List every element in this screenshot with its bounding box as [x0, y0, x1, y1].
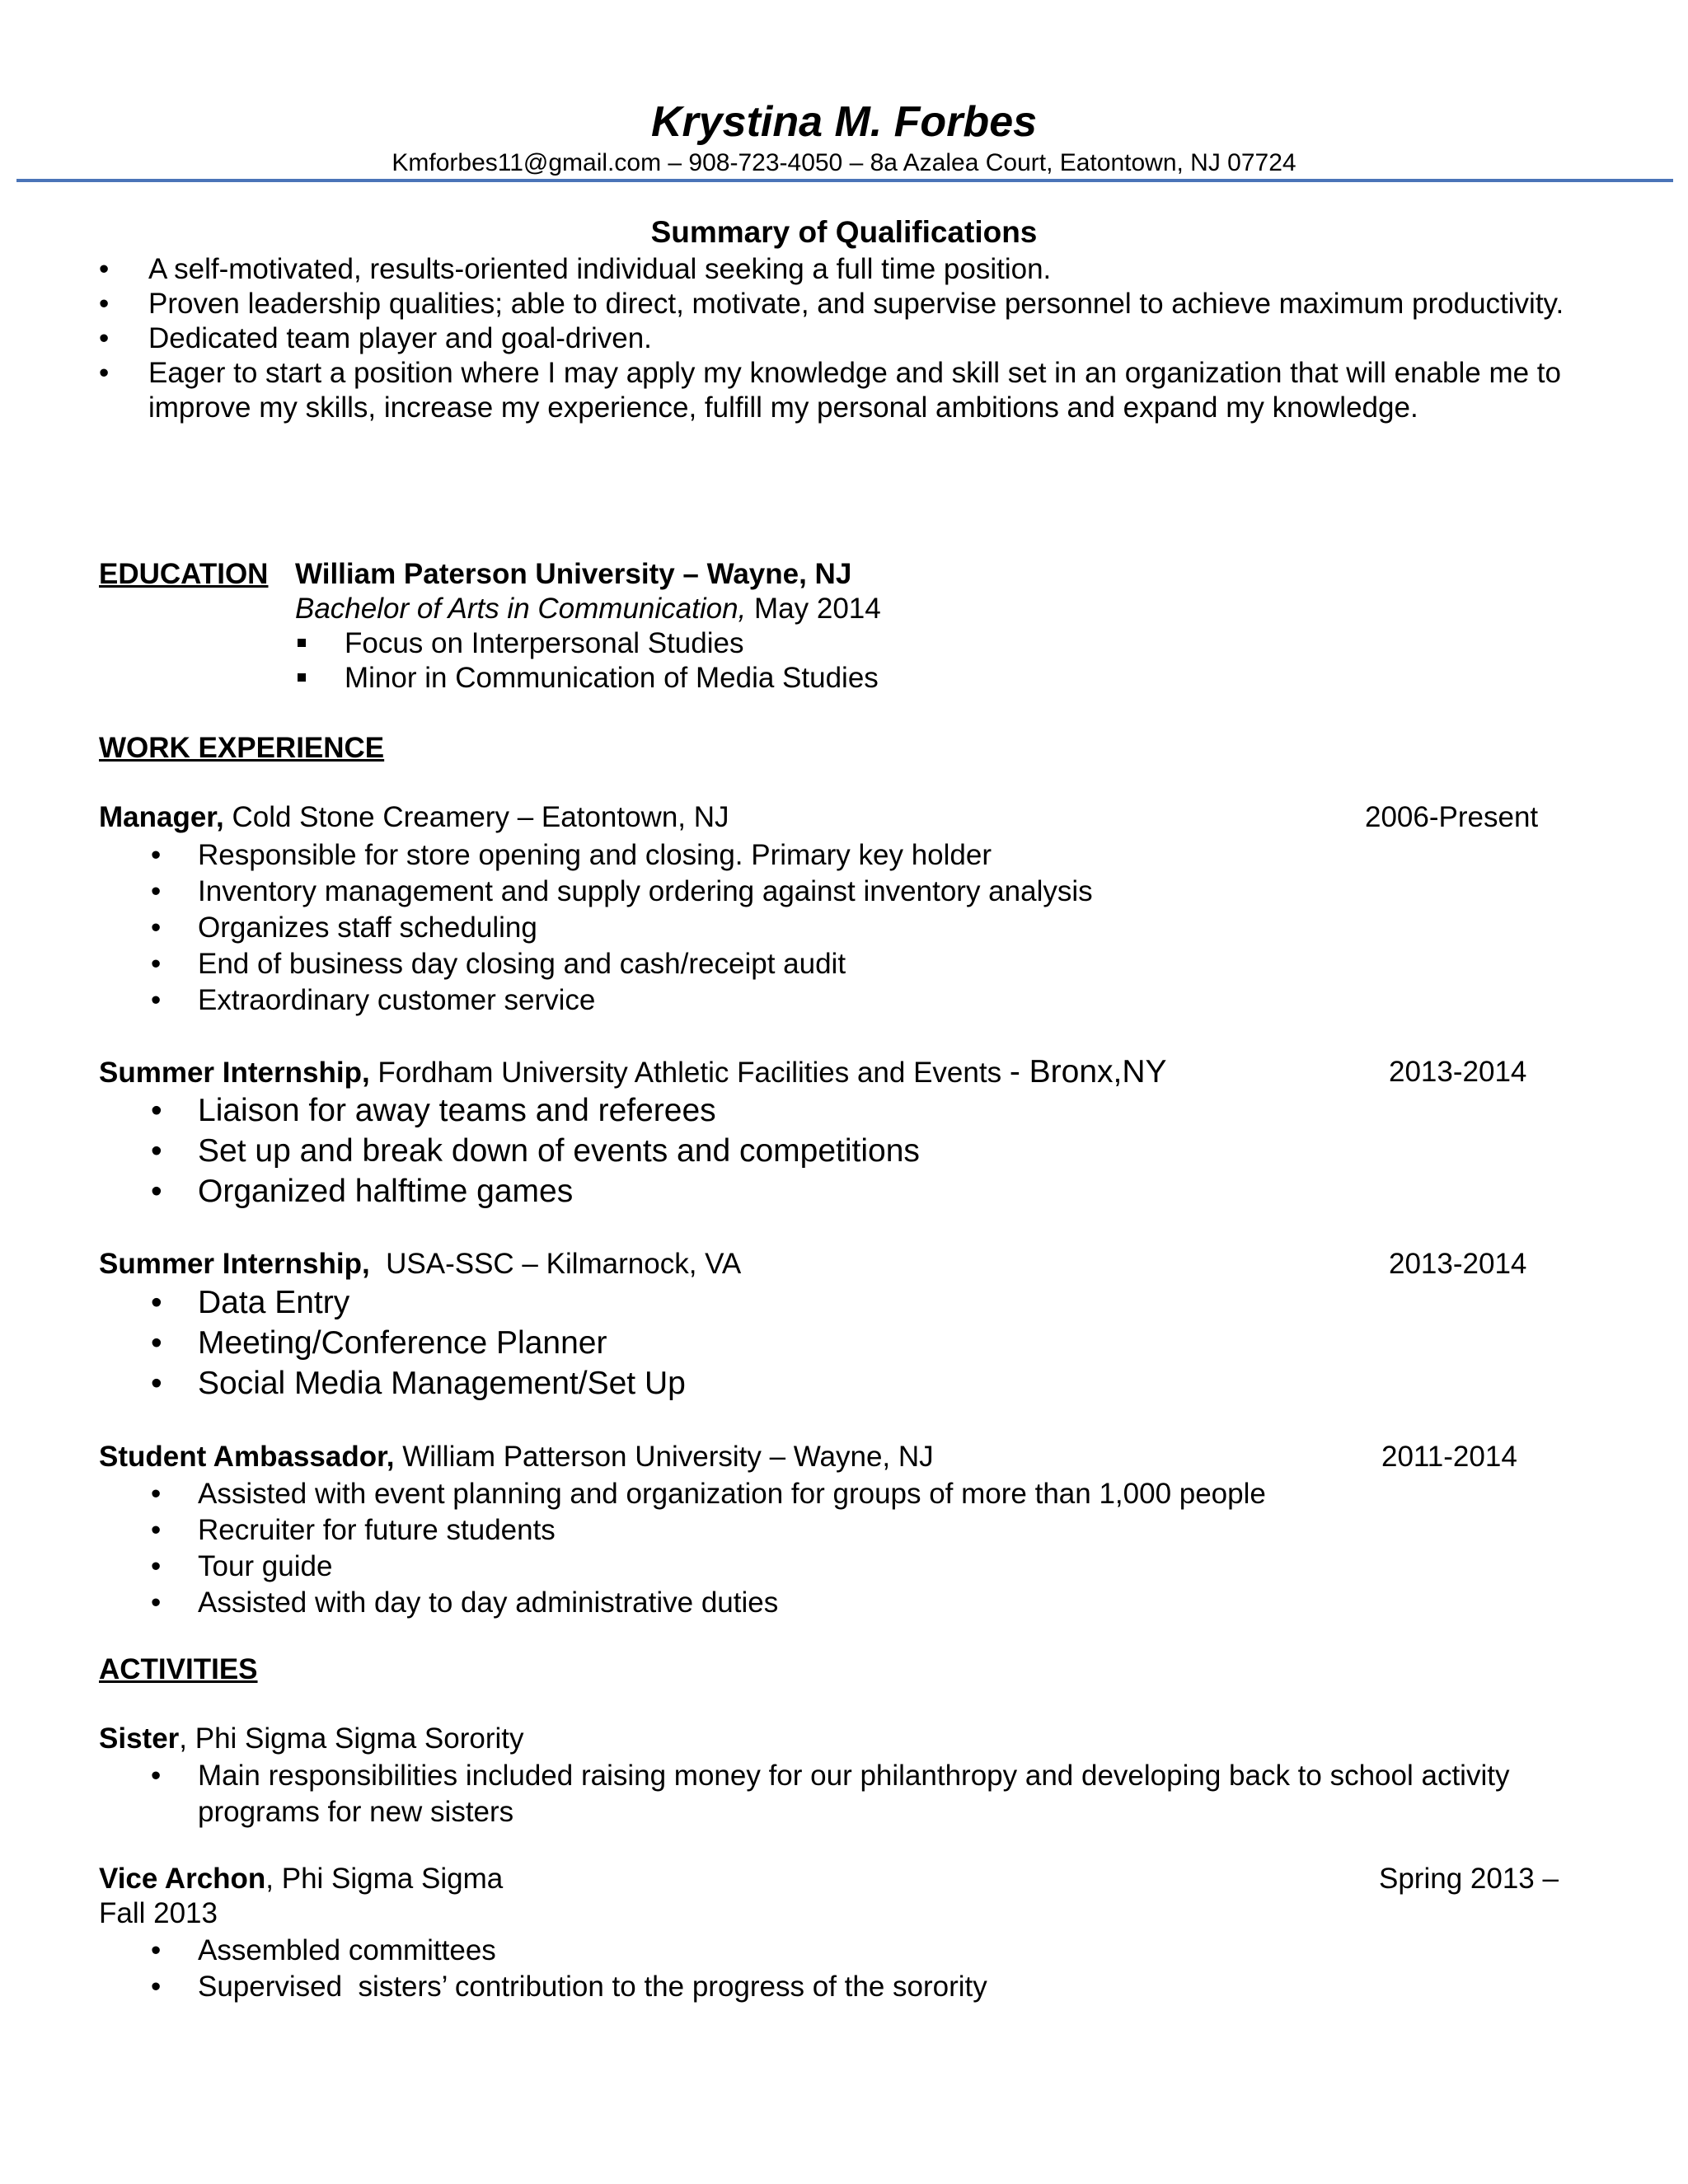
job-dates: 2013-2014	[1389, 1248, 1527, 1280]
job-title: Summer Internship,	[99, 1057, 370, 1089]
job-bullet: • Recruiter for future students	[99, 1512, 1550, 1549]
job-bullet: • End of business day closing and cash/receipt audit	[99, 946, 1550, 982]
job-header	[99, 800, 1539, 835]
summary-item: • Eager to start a position where I may apply my knowledge and skill set in an organization that will enable me to improve my skills, increase my experience, fulfill my personal ambitions and expand my knowledge.	[99, 356, 1582, 425]
activity-header	[99, 1722, 1517, 1756]
job-bullet: • Responsible for store opening and closing. Primary key holder	[99, 837, 1550, 874]
activity-header	[99, 1862, 1582, 1896]
job-bullets	[99, 1090, 1550, 1212]
job-header	[99, 1247, 1527, 1282]
education-heading: EDUCATION	[99, 558, 269, 590]
job-org: Cold Stone Creamery – Eatontown, NJ	[223, 801, 729, 833]
job-dates: 2006-Present	[1365, 801, 1539, 833]
job-location: - Bronx,NY	[1009, 1054, 1167, 1090]
summary-list	[99, 252, 1582, 425]
job-title: Summer Internship,	[99, 1248, 370, 1280]
activity-org: , Phi Sigma Sigma	[265, 1863, 504, 1895]
job-bullet: • Inventory management and supply ordering against inventory analysis	[99, 874, 1550, 910]
job-bullet: • Organized halftime games	[99, 1171, 1550, 1212]
activity-title: Sister	[99, 1722, 180, 1755]
job-bullet: • Extraordinary customer service	[99, 982, 1550, 1019]
job-org: USA-SSC – Kilmarnock, VA	[369, 1248, 742, 1280]
activity-org: , Phi Sigma Sigma Sorority	[179, 1722, 524, 1755]
job-org: William Patterson University – Wayne, NJ	[394, 1441, 934, 1473]
job-bullet: • Set up and break down of events and competitions	[99, 1131, 1550, 1171]
job-bullet: • Meeting/Conference Planner	[99, 1323, 1550, 1363]
job-bullet: • Data Entry	[99, 1282, 1550, 1323]
education-degree-line	[295, 592, 1531, 626]
job-header	[99, 1440, 1517, 1474]
summary-title: Summary of Qualifications	[650, 215, 1038, 249]
activity-dates-continued: Fall 2013	[99, 1897, 218, 1929]
education-degree: Bachelor of Arts in Communication,	[295, 593, 747, 625]
activity-bullets	[99, 1758, 1582, 1830]
education-details	[295, 626, 1531, 696]
job-dates: 2013-2014	[1389, 1056, 1527, 1088]
job-bullet: • Assisted with day to day administrative duties	[99, 1585, 1550, 1621]
summary-item: • A self-motivated, results-oriented individual seeking a full time position.	[99, 252, 1582, 287]
job-org: Fordham University Athletic Facilities and Events	[369, 1057, 1010, 1089]
job-dates: 2011-2014	[1381, 1441, 1517, 1473]
job-bullets	[99, 1476, 1550, 1621]
summary-item: • Proven leadership qualities; able to direct, motivate, and supervise personnel to achieve maximum productivity.	[99, 287, 1582, 321]
candidate-name: Krystina M. Forbes	[650, 98, 1038, 146]
job-bullets	[99, 1282, 1550, 1404]
education-date: May 2014	[746, 593, 881, 625]
education-item: Minor in Communication of Media Studies	[295, 661, 1531, 696]
job-header	[99, 1054, 1527, 1090]
job-bullet: • Tour guide	[99, 1549, 1550, 1585]
education-block	[295, 557, 1531, 696]
contact-line: Kmforbes11@gmail.com – 908-723-4050 – 8a Azalea Court, Eatontown, NJ 07724	[392, 149, 1296, 176]
header-divider	[16, 179, 1673, 182]
activity-title: Vice Archon	[99, 1863, 266, 1895]
activity-bullets	[99, 1933, 1550, 2005]
education-school: William Paterson University – Wayne, NJ	[295, 558, 852, 590]
activity-dates: Spring 2013 –	[1379, 1863, 1559, 1895]
summary-item: • Dedicated team player and goal-driven.	[99, 321, 1582, 356]
education-item: Focus on Interpersonal Studies	[295, 626, 1531, 661]
activity-bullet: • Supervised sisters’ contribution to the progress of the sorority	[99, 1969, 1550, 2005]
job-bullet: • Liaison for away teams and referees	[99, 1090, 1550, 1131]
job-bullet: • Organizes staff scheduling	[99, 910, 1550, 946]
activity-bullet: • Assembled committees	[99, 1933, 1550, 1969]
job-bullet: • Assisted with event planning and organization for groups of more than 1,000 people	[99, 1476, 1550, 1512]
job-bullets	[99, 837, 1550, 1019]
work-heading: WORK EXPERIENCE	[99, 732, 385, 764]
job-title: Student Ambassador,	[99, 1441, 395, 1473]
job-title: Manager,	[99, 801, 224, 833]
activity-bullet: • Main responsibilities included raising money for our philanthropy and developing back to school activity programs for new sisters	[99, 1758, 1582, 1830]
activities-heading: ACTIVITIES	[99, 1653, 258, 1685]
job-bullet: • Social Media Management/Set Up	[99, 1363, 1550, 1404]
